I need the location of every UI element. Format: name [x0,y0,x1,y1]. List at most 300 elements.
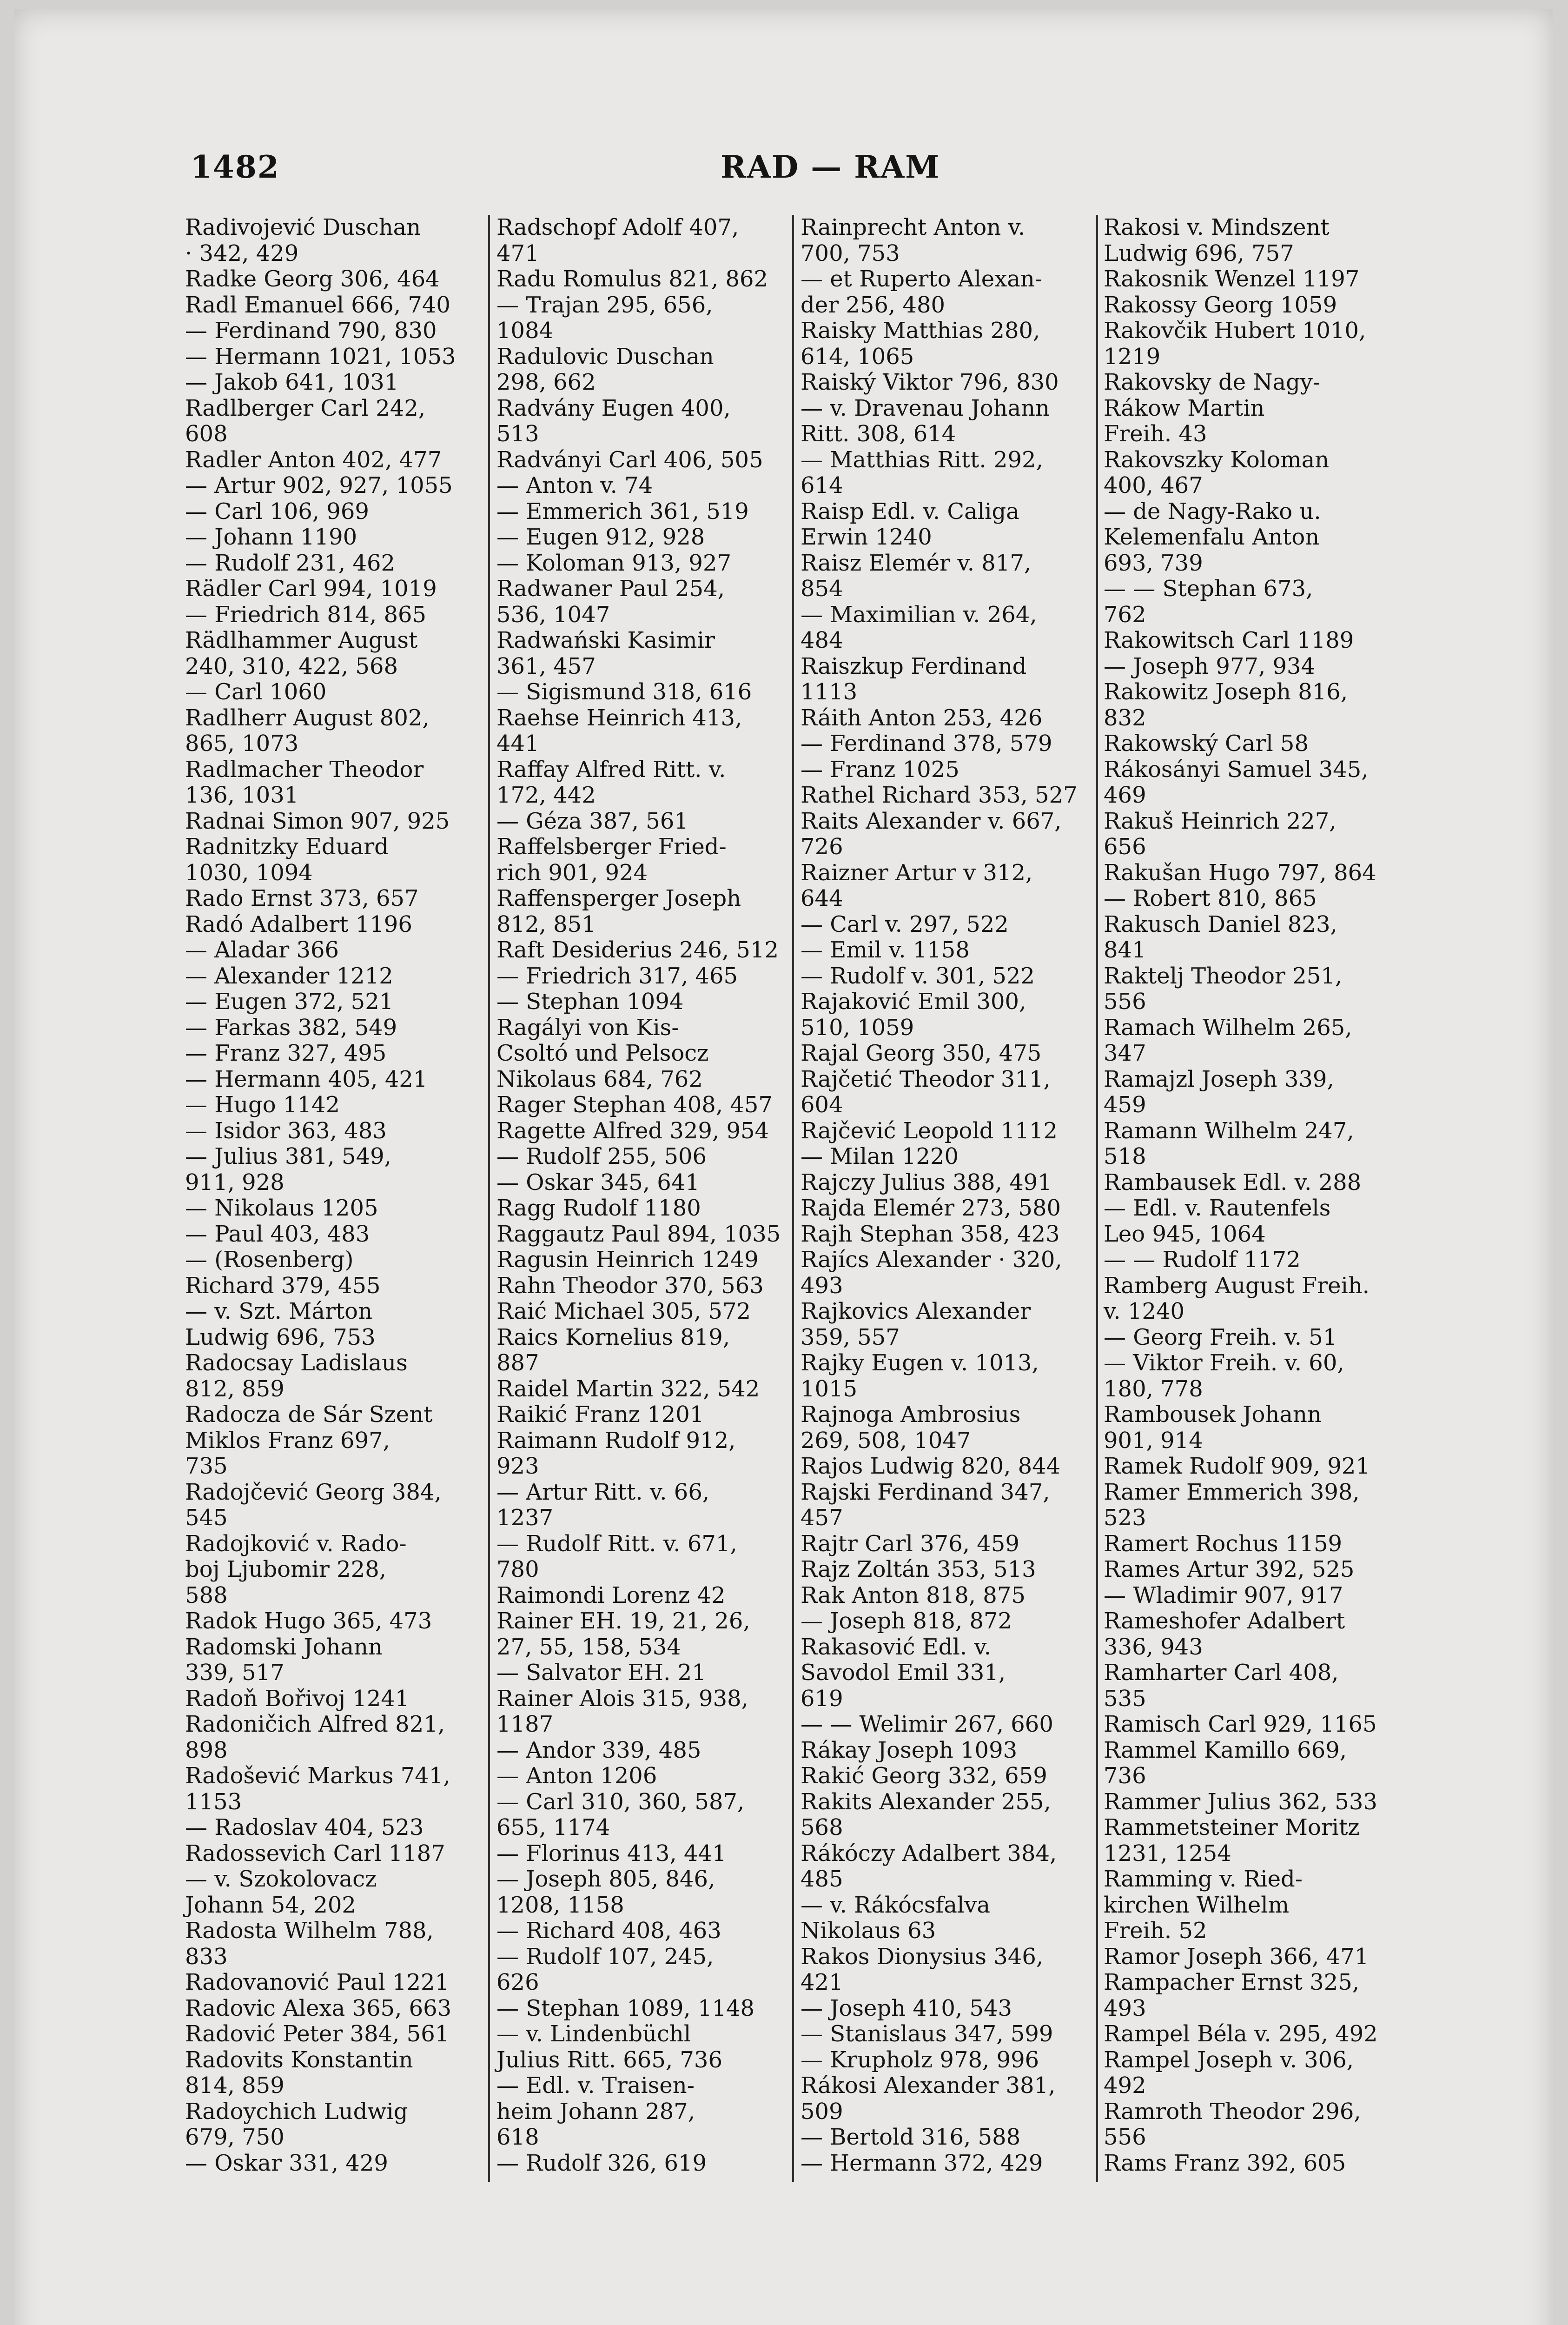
index-entry: — Stephan 1094 [496,989,684,1015]
index-entry: — Emil v. 1158 [801,937,970,963]
index-entry: Rampel Béla v. 295, 492 [1104,2021,1378,2047]
index-entry: Csoltó und Pelsocz [496,1040,709,1066]
index-entry: 726 [801,834,843,860]
index-entry: 492 [1104,2073,1146,2099]
index-entry: Rainer Alois 315, 938, [496,1685,748,1712]
index-entry: Rajal Georg 350, 475 [801,1040,1042,1066]
index-entry: — de Nagy-Rako u. [1104,498,1321,525]
index-entry: — Aladar 366 [185,937,339,963]
index-entry: Rakovsky de Nagy- [1104,369,1321,395]
index-entry: — Friedrich 317, 465 [496,963,738,989]
index-entry: — v. Szokolovacz [185,1866,377,1892]
index-entry: Rames Artur 392, 525 [1104,1556,1355,1582]
index-entry: Rakits Alexander 255, [801,1788,1051,1815]
index-entry: — Carl 106, 969 [185,498,369,525]
index-entry: — Farkas 382, 549 [185,1014,397,1041]
index-entry: Radnai Simon 907, 925 [185,808,450,834]
index-entry: 700, 753 [801,240,900,266]
index-entry: Rajski Ferdinand 347, [801,1479,1050,1505]
index-entry: 493 [801,1272,843,1299]
index-entry: Rammel Kamillo 669, [1104,1737,1347,1763]
index-entry: — Friedrich 814, 865 [185,601,427,628]
index-entry: — Carl 310, 360, 587, [496,1788,745,1815]
index-entry: Rajtr Carl 376, 459 [801,1530,1019,1557]
index-entry: Rameshofer Adalbert [1104,1608,1345,1634]
index-column-2 [496,215,789,2176]
index-entry: 136, 1031 [185,782,299,808]
page-header [14,149,1553,191]
index-entry: Radovanović Paul 1221 [185,1969,450,1995]
index-entry: · 342, 429 [185,240,299,266]
index-entry: Raffay Alfred Ritt. v. [496,756,726,783]
index-entry: Freih. 52 [1104,1918,1207,1944]
index-entry: Radoničich Alfred 821, [185,1711,445,1737]
index-entry: Nikolaus 63 [801,1918,936,1944]
index-entry: — Joseph 977, 934 [1104,653,1316,679]
index-entry: Rajh Stephan 358, 423 [801,1221,1060,1247]
index-entry: Rákóczy Adalbert 384, [801,1840,1057,1867]
index-entry: Radu Romulus 821, 862 [496,266,768,292]
index-entry: 898 [185,1737,228,1763]
index-entry: — Oskar 331, 429 [185,2150,388,2176]
index-entry: 536, 1047 [496,601,610,628]
index-entry: rich 901, 924 [496,859,648,886]
index-entry: kirchen Wilhelm [1104,1892,1290,1918]
index-entry: Rakos Dionysius 346, [801,1943,1044,1970]
index-entry: 656 [1104,834,1146,860]
index-entry: 736 [1104,1763,1146,1789]
index-entry: Rajos Ludwig 820, 844 [801,1453,1061,1479]
index-entry: — Julius 381, 549, [185,1143,391,1169]
index-entry: 172, 442 [496,782,596,808]
index-entry: Ramming v. Ried- [1104,1866,1303,1892]
index-entry: Raits Alexander v. 667, [801,808,1062,834]
index-entry: Ramor Joseph 366, 471 [1104,1943,1369,1970]
index-entry: Ramisch Carl 929, 1165 [1104,1711,1377,1737]
index-entry: Ramroth Theodor 296, [1104,2098,1361,2125]
index-entry: — Hermann 372, 429 [801,2150,1043,2176]
index-entry: 619 [801,1685,843,1712]
index-entry: Kelemenfalu Anton [1104,524,1320,550]
index-entry: Raffelsberger Fried- [496,834,727,860]
index-entry: Rak Anton 818, 875 [801,1582,1025,1608]
index-entry: Rajčetić Theodor 311, [801,1066,1051,1092]
index-entry: Rahn Theodor 370, 563 [496,1272,764,1299]
index-entry: — Ferdinand 378, 579 [801,731,1052,757]
index-entry: — Joseph 410, 543 [801,1995,1012,2021]
index-entry: 1113 [801,679,858,705]
index-entry: — Matthias Ritt. 292, [801,446,1043,473]
index-entry: 1237 [496,1505,554,1531]
index-entry: — Florinus 413, 441 [496,1840,727,1867]
index-entry: Ragályi von Kis- [496,1014,679,1041]
index-entry: Ramer Emmerich 398, [1104,1479,1360,1505]
index-entry: Radoychich Ludwig [185,2098,408,2125]
index-entry: Radwaner Paul 254, [496,576,725,602]
index-entry: 513 [496,421,539,447]
index-entry: Rambausek Edl. v. 288 [1104,1169,1362,1196]
index-entry: Rakowitz Joseph 816, [1104,679,1348,705]
index-entry: Radlberger Carl 242, [185,395,426,421]
index-entry: Rajda Elemér 273, 580 [801,1195,1061,1221]
index-entry: Raisp Edl. v. Caliga [801,498,1019,525]
index-entry: Raehse Heinrich 413, [496,704,742,731]
index-entry: Leo 945, 1064 [1104,1221,1266,1247]
index-entry: Raktelj Theodor 251, [1104,963,1343,989]
index-entry: 240, 310, 422, 568 [185,653,398,679]
index-entry: Rákosányi Samuel 345, [1104,756,1369,783]
index-entry: Rakowitsch Carl 1189 [1104,627,1354,653]
index-entry: — Rudolf 107, 245, [496,1943,714,1970]
index-entry: Radványi Carl 406, 505 [496,446,763,473]
index-entry: Radó Adalbert 1196 [185,911,412,937]
index-entry: — Maximilian v. 264, [801,601,1037,628]
index-entry: 568 [801,1814,843,1840]
index-entry: Rajky Eugen v. 1013, [801,1350,1039,1376]
index-entry: — v. Dravenau Johann [801,395,1050,421]
index-entry: — Stanislaus 347, 599 [801,2021,1053,2047]
index-entry: 493 [1104,1995,1146,2021]
page-number: 1482 [191,149,280,185]
index-entry: 655, 1174 [496,1814,610,1840]
index-entry: — Alexander 1212 [185,963,393,989]
index-entry: — Carl 1060 [185,679,327,705]
index-entry: 359, 557 [801,1324,900,1350]
index-entry: — Paul 403, 483 [185,1221,370,1247]
index-entry: Raizner Artur v 312, [801,859,1033,886]
index-entry: Rakasović Edl. v. [801,1634,992,1660]
index-entry: 923 [496,1453,539,1479]
index-entry: Rakowský Carl 58 [1104,731,1309,757]
index-entry: — Franz 327, 495 [185,1040,387,1066]
index-entry: Rakovszky Koloman [1104,446,1330,473]
index-entry: Ramajzl Joseph 339, [1104,1066,1334,1092]
index-entry: Ramharter Carl 408, [1104,1660,1339,1686]
index-entry: 347 [1104,1040,1146,1066]
index-entry: 484 [801,627,843,653]
index-entry: 441 [496,731,539,757]
index-entry: — (Rosenberg) [185,1247,354,1273]
index-entry: 361, 457 [496,653,596,679]
index-entry: Radović Peter 384, 561 [185,2021,450,2047]
index-entry: Rajz Zoltán 353, 513 [801,1556,1036,1582]
index-entry: Radojčević Georg 384, [185,1479,442,1505]
index-entry: Rädler Carl 994, 1019 [185,576,437,602]
index-entry: — Géza 387, 561 [496,808,688,834]
index-column-3 [801,215,1093,2176]
index-entry: — Hermann 1021, 1053 [185,343,456,370]
index-entry: Richard 379, 455 [185,1272,381,1299]
index-entry: Rajczy Julius 388, 491 [801,1169,1052,1196]
index-entry: 626 [496,1969,539,1995]
index-entry: Rager Stephan 408, 457 [496,1092,773,1118]
index-entry: Ritt. 308, 614 [801,421,956,447]
index-entry: Raisz Elemér v. 817, [801,550,1032,576]
index-entry: 180, 778 [1104,1375,1203,1402]
index-entry: — Robert 810, 865 [1104,885,1317,911]
index-entry: Radossevich Carl 1187 [185,1840,445,1867]
index-entry: — Bertold 316, 588 [801,2124,1021,2150]
index-entry: 471 [496,240,539,266]
index-entry: Raiský Viktor 796, 830 [801,369,1059,395]
index-entry: — Joseph 805, 846, [496,1866,715,1892]
index-entry: Rams Franz 392, 605 [1104,2150,1346,2176]
index-entry: 269, 508, 1047 [801,1427,971,1454]
index-entry: Rajaković Emil 300, [801,989,1026,1015]
index-entry: 421 [801,1969,843,1995]
index-entry: Savodol Emil 331, [801,1660,1006,1686]
index-entry: 298, 662 [496,369,596,395]
index-entry: Ramert Rochus 1159 [1104,1530,1343,1557]
index-entry: 518 [1104,1143,1146,1169]
index-entry: — Eugen 372, 521 [185,989,394,1015]
index-entry: Radocsay Ladislaus [185,1350,408,1376]
index-entry: 887 [496,1350,539,1376]
index-entry: — Jakob 641, 1031 [185,369,399,395]
index-entry: — Radoslav 404, 523 [185,1814,424,1840]
index-entry: 812, 859 [185,1375,284,1402]
index-column-4 [1104,215,1401,2176]
index-entry: der 256, 480 [801,292,946,318]
index-entry: 735 [185,1453,228,1479]
index-column-1 [185,215,483,2176]
index-entry: Radnitzky Eduard [185,834,389,860]
index-entry: — Richard 408, 463 [496,1918,721,1944]
index-entry: — — Stephan 673, [1104,576,1313,602]
index-columns [0,215,1568,2186]
index-entry: Raiszkup Ferdinand [801,653,1027,679]
index-entry: 336, 943 [1104,1634,1203,1660]
index-entry: — Koloman 913, 927 [496,550,732,576]
index-entry: 1015 [801,1375,858,1402]
index-entry: 854 [801,576,843,602]
index-entry: — Anton 1206 [496,1763,657,1789]
index-entry: 604 [801,1092,843,1118]
index-entry: 469 [1104,782,1146,808]
index-entry: Radok Hugo 365, 473 [185,1608,432,1634]
index-entry: 339, 517 [185,1660,284,1686]
index-entry: Rainprecht Anton v. [801,214,1025,240]
index-entry: — Trajan 295, 656, [496,292,713,318]
index-entry: 1153 [185,1788,242,1815]
index-entry: — Isidor 363, 483 [185,1117,387,1144]
index-entry: — Eugen 912, 928 [496,524,705,550]
index-entry: 812, 851 [496,911,596,937]
index-entry: 841 [1104,937,1146,963]
index-entry: Rákay Joseph 1093 [801,1737,1018,1763]
index-entry: Freih. 43 [1104,421,1207,447]
index-entry: — Artur 902, 927, 1055 [185,472,453,498]
index-entry: Rajícs Alexander · 320, [801,1247,1062,1273]
index-entry: 1208, 1158 [496,1892,624,1918]
index-entry: 459 [1104,1092,1146,1118]
index-entry: Raggautz Paul 894, 1035 [496,1221,781,1247]
index-entry: Ragusin Heinrich 1249 [496,1247,759,1273]
index-entry: Radosta Wilhelm 788, [185,1918,434,1944]
index-entry: Rakosi v. Mindszent [1104,214,1330,240]
index-entry: Rajkovics Alexander [801,1298,1031,1324]
index-entry: Raić Michael 305, 572 [496,1298,751,1324]
index-entry: 833 [185,1943,228,1970]
index-entry: 762 [1104,601,1146,628]
index-entry: — Hermann 405, 421 [185,1066,428,1092]
index-entry: — Anton v. 74 [496,472,653,498]
index-entry: 693, 739 [1104,550,1203,576]
index-entry: — Rudolf 231, 462 [185,550,396,576]
index-entry: — Carl v. 297, 522 [801,911,1009,937]
index-entry: — Oskar 345, 641 [496,1169,700,1196]
index-entry: — Rudolf 255, 506 [496,1143,707,1169]
index-entry: — Georg Freih. v. 51 [1104,1324,1337,1350]
index-entry: Ramach Wilhelm 265, [1104,1014,1352,1041]
index-entry: — v. Rákócsfalva [801,1892,991,1918]
index-entry: 614 [801,472,843,498]
index-entry: Rainer EH. 19, 21, 26, [496,1608,750,1634]
index-entry: — Andor 339, 485 [496,1737,701,1763]
index-entry: 1231, 1254 [1104,1840,1231,1867]
index-entry: Rakossy Georg 1059 [1104,292,1337,318]
index-entry: 556 [1104,2124,1146,2150]
index-entry: Rajnoga Ambrosius [801,1402,1021,1428]
index-entry: — — Welimir 267, 660 [801,1711,1053,1737]
index-entry: 865, 1073 [185,731,299,757]
index-entry: v. 1240 [1104,1298,1185,1324]
index-entry: 400, 467 [1104,472,1203,498]
index-entry: Raimondi Lorenz 42 [496,1582,726,1608]
index-entry: Ramek Rudolf 909, 921 [1104,1453,1370,1479]
index-entry: 523 [1104,1505,1146,1531]
index-entry: Miklos Franz 697, [185,1427,390,1454]
index-entry: — et Ruperto Alexan- [801,266,1043,292]
index-entry: 814, 859 [185,2073,284,2099]
index-entry: Rambousek Johann [1104,1402,1322,1428]
index-entry: Rammetsteiner Moritz [1104,1814,1360,1840]
index-entry: — Salvator EH. 21 [496,1660,706,1686]
index-entry: Ragg Rudolf 1180 [496,1195,701,1221]
index-entry: Rädlhammer August [185,627,418,653]
index-entry: 644 [801,885,843,911]
index-entry: Raisky Matthias 280, [801,318,1040,344]
index-entry: — v. Szt. Márton [185,1298,372,1324]
index-entry: Ludwig 696, 757 [1104,240,1294,266]
index-entry: Raimann Rudolf 912, [496,1427,736,1454]
index-entry: Raft Desiderius 246, 512 [496,937,779,963]
index-entry: 588 [185,1582,228,1608]
index-entry: Radlmacher Theodor [185,756,424,783]
index-entry: Radke Georg 306, 464 [185,266,440,292]
index-entry: 911, 928 [185,1169,284,1196]
index-entry: — Edl. v. Rautenfels [1104,1195,1331,1221]
index-entry: — Sigismund 318, 616 [496,679,752,705]
index-entry: Radojković v. Rado- [185,1530,407,1557]
index-entry: — Ferdinand 790, 830 [185,318,437,344]
index-entry: Raics Kornelius 819, [496,1324,730,1350]
index-entry: Rammer Julius 362, 533 [1104,1788,1377,1815]
index-entry: Radošević Markus 741, [185,1763,450,1789]
index-entry: 509 [801,2098,843,2125]
index-entry: Ramann Wilhelm 247, [1104,1117,1354,1144]
index-entry: Nikolaus 684, 762 [496,1066,703,1092]
index-entry: 27, 55, 158, 534 [496,1634,681,1660]
index-entry: Rakovčik Hubert 1010, [1104,318,1366,344]
index-entry: Radovic Alexa 365, 663 [185,1995,452,2021]
index-entry: Rampel Joseph v. 306, [1104,2046,1354,2073]
index-entry: Johann 54, 202 [185,1892,356,1918]
index-entry: — Rudolf 326, 619 [496,2150,707,2176]
index-entry: Rákosi Alexander 381, [801,2073,1056,2099]
index-entry: Rado Ernst 373, 657 [185,885,419,911]
index-entry: — — Rudolf 1172 [1104,1247,1301,1273]
index-entry: 535 [1104,1685,1146,1712]
index-entry: — Rudolf v. 301, 522 [801,963,1035,989]
index-entry: Radivojević Duschan [185,214,421,240]
index-entry: boj Ljubomir 228, [185,1556,387,1582]
index-entry: Radl Emanuel 666, 740 [185,292,450,318]
index-entry: 1187 [496,1711,554,1737]
index-entry: Raikić Franz 1201 [496,1402,704,1428]
index-entry: Julius Ritt. 665, 736 [496,2046,722,2073]
index-entry: — Wladimir 907, 917 [1104,1582,1343,1608]
index-entry: 545 [185,1505,228,1531]
index-entry: Rakosnik Wenzel 1197 [1104,266,1360,292]
index-entry: Radschopf Adolf 407, [496,214,739,240]
index-entry: Rakić Georg 332, 659 [801,1763,1047,1789]
index-entry: Rakušan Hugo 797, 864 [1104,859,1376,886]
index-entry: — Milan 1220 [801,1143,959,1169]
index-entry: heim Johann 287, [496,2098,695,2125]
index-entry: — Viktor Freih. v. 60, [1104,1350,1344,1376]
running-head: RAD — RAM [721,149,940,185]
index-entry: 614, 1065 [801,343,914,370]
index-entry: Rathel Richard 353, 527 [801,782,1078,808]
index-entry: — Nikolaus 1205 [185,1195,378,1221]
index-entry: 1084 [496,318,554,344]
index-entry: Ragette Alfred 329, 954 [496,1117,769,1144]
index-entry: Radovits Konstantin [185,2046,413,2073]
index-entry: — Rudolf Ritt. v. 671, [496,1530,737,1557]
index-entry: Rakuš Heinrich 227, [1104,808,1336,834]
index-entry: Raffensperger Joseph [496,885,741,911]
index-entry: 608 [185,421,228,447]
index-entry: Rákow Martin [1104,395,1265,421]
index-entry: Rampacher Ernst 325, [1104,1969,1360,1995]
index-entry: — Joseph 818, 872 [801,1608,1012,1634]
index-entry: — Edl. v. Traisen- [496,2073,695,2099]
index-entry: 780 [496,1556,539,1582]
index-entry: 832 [1104,704,1146,731]
index-entry: Raidel Martin 322, 542 [496,1375,760,1402]
index-entry: 1219 [1104,343,1161,370]
index-entry: Ludwig 696, 753 [185,1324,376,1350]
index-entry: 485 [801,1866,843,1892]
index-entry: Radomski Johann [185,1634,383,1660]
index-entry: Ramberg August Freih. [1104,1272,1370,1299]
index-entry: Radvány Eugen 400, [496,395,731,421]
index-entry: — Krupholz 978, 996 [801,2046,1039,2073]
index-entry: Radwański Kasimir [496,627,715,653]
index-entry: 556 [1104,989,1146,1015]
index-entry: 618 [496,2124,539,2150]
index-entry: Radulovic Duschan [496,343,714,370]
index-entry: 679, 750 [185,2124,284,2150]
index-entry: 457 [801,1505,843,1531]
index-entry: — Franz 1025 [801,756,959,783]
index-entry: 1030, 1094 [185,859,313,886]
index-entry: Radocza de Sár Szent [185,1402,433,1428]
index-entry: 510, 1059 [801,1014,914,1041]
index-entry: Radlherr August 802, [185,704,430,731]
index-entry: Rajčević Leopold 1112 [801,1117,1058,1144]
